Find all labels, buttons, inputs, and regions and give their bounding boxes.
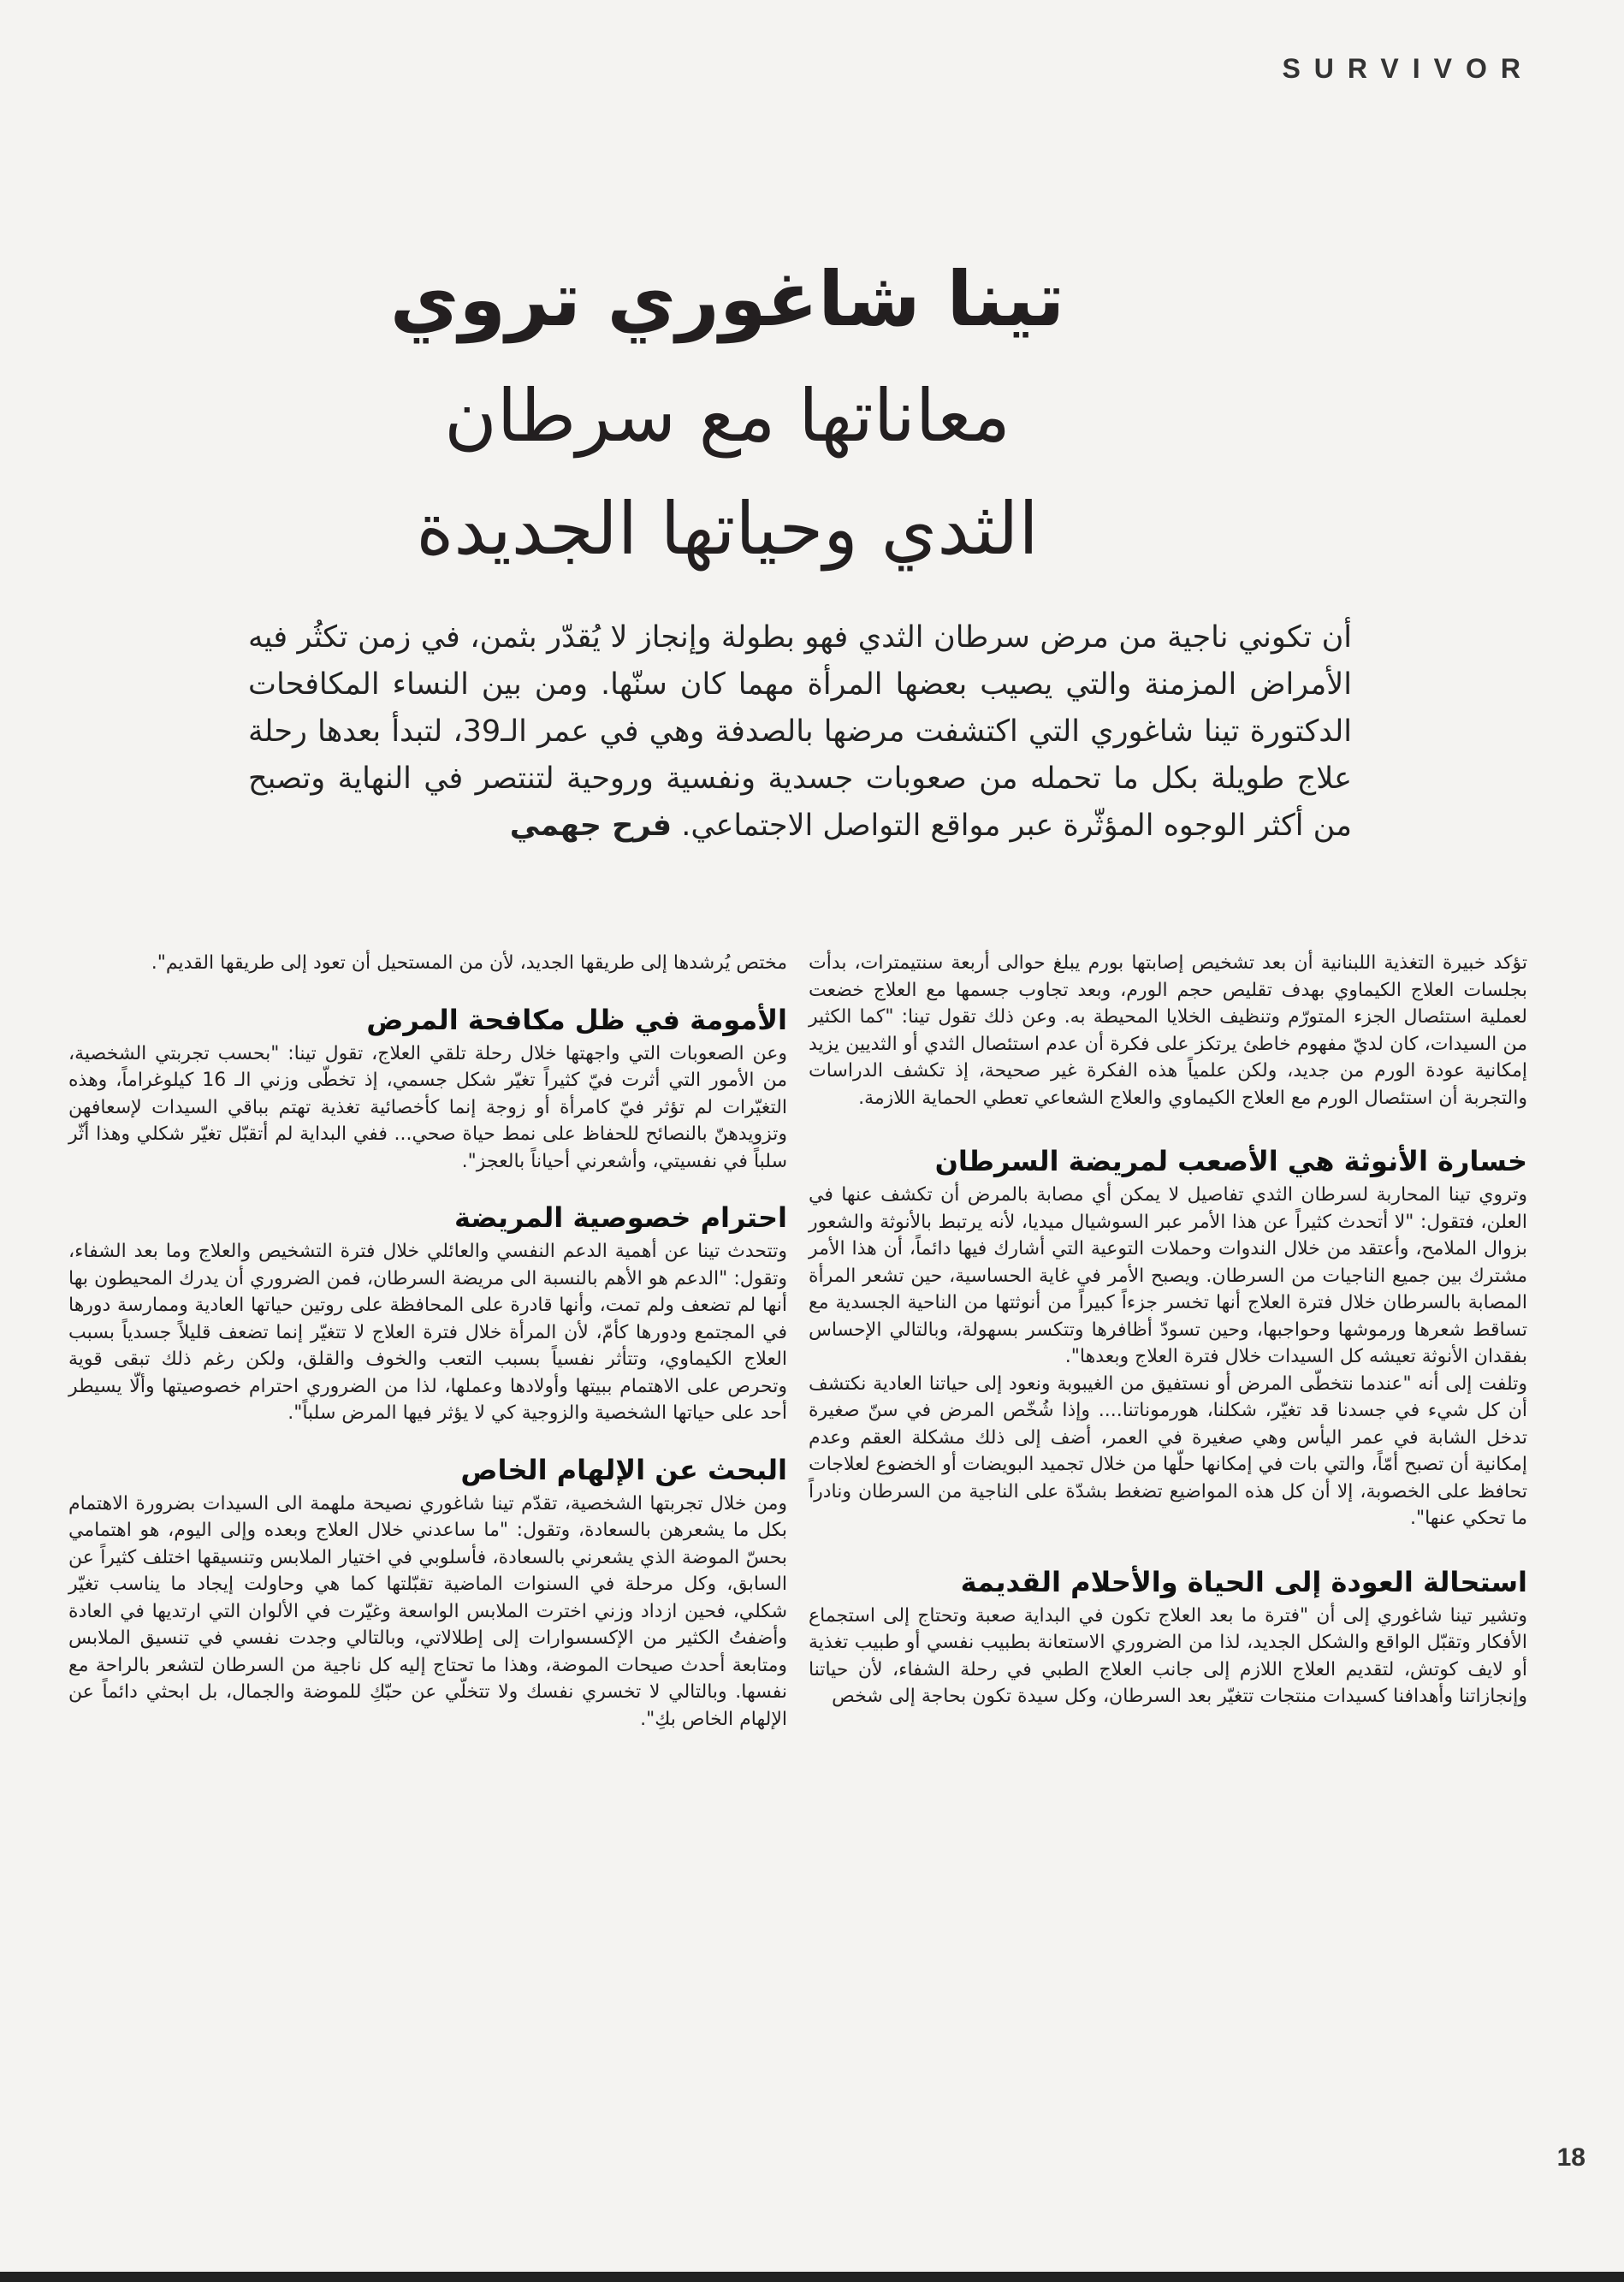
body-paragraph: وعن الصعوبات التي واجهتها خلال رحلة تلقي العلاج، تقول تينا: "بحسب تجربتي الشخصية، من الأمور التي أثرت فيّ كثيراً تغيّر شكل جسمي، إذ تخطّى وزني الـ 16 كيلوغراماً، وهذه التغيّرات لم تؤثر فيّ كامرأة أو زوجة إنما كأخصائية تغذية تهتم بباقي السيدات لإسعافهن وتزويدهنّ بالنصائح للحفاظ على نمط حياة صحي... ففي البداية لم أتقبّل تغيّر شكلي وهذا أثّر سلباً في نفسيتي، وأشعرني أحياناً بالعجز".: [68, 1042, 787, 1172]
body-paragraph: وتشير تينا شاغوري إلى أن "فترة ما بعد العلاج تكون في البداية صعبة وتحتاج إلى استجماع الأفكار وتقبّل الواقع والشكل الجديد، لذا من الضروري الاستعانة بطبيب نفسي أو طبيب تغذية أو لايف كوتش، لتقديم العلاج اللازم إلى جانب العلاج الطبي في رحلة الشفاء، لأن حياتنا وإنجازاتنا وأهدافنا كسيدات منتجات تتغيّر بعد السرطان، وكل سيدة تكون بحاجة إلى شخص: [809, 1604, 1527, 1707]
article-headline: [257, 240, 1198, 585]
section-label: SURVIVOR: [1282, 53, 1534, 84]
bottom-bar: [0, 2272, 1624, 2282]
body-paragraph: وتلفت إلى أنه "عندما نتخطّى المرض أو نستفيق من الغيبوبة ونعود إلى حياتنا العادية نكتشف أن كل شيء في جسدنا قد تغيّر، شكلنا، هورموناتنا.... وإذا شُخّص المرض في سنّ صغيرة تدخل الشابة في عمر اليأس وهي صغيرة في العمر، أضف إلى ذلك مشكلة العقم وعدم إمكانية أن تصبح أمّاً، والتي بات في إمكانها حلّها من خلال تجميد البويضات أو الخضوع لعلاجات تحافظ على الخصوبة، إلا أن كل هذه المواضيع تضغط بشدّة على الناجية من السرطان ونادراً ما تحكي عنها".: [809, 1372, 1527, 1529]
subheading: البحث عن الإلهام الخاص: [460, 1453, 787, 1486]
subheading: استحالة العودة إلى الحياة والأحلام القديمة: [960, 1565, 1527, 1598]
body-paragraph: تؤكد خبيرة التغذية اللبنانية أن بعد تشخيص إصابتها بورم يبلغ حوالى أربعة سنتيمترات، بدأت بجلسات العلاج الكيماوي بهدف تقليص حجم الورم، وبعد تجاوب جسمها مع العلاج خضعت لعملية استئصال الجزء المتورّم وتنظيف الخلايا المحيطة به. وعن ذلك تقول تينا: "كما الكثير من السيدات، كان لديّ مفهوم خاطئ يرتكز على فكرة أن عدم استئصال الثدي أو الثديين يزيد إمكانية عودة الورم من جديد، ولكن علمياً هذه الفكرة غير صحيحة، إذ تكشف الدراسات والتجربة أن استئصال الورم مع العلاج الكيماوي والعلاج الشعاعي تعطي الحماية اللازمة.: [809, 952, 1527, 1109]
subheading: خسارة الأنوثة هي الأصعب لمريضة السرطان: [934, 1145, 1527, 1177]
subheading: الأمومة في ظل مكافحة المرض: [366, 1003, 787, 1036]
intro-text: أن تكوني ناجية من مرض سرطان الثدي فهو بطولة وإنجاز لا يُقدّر بثمن، في زمن تكثُر فيه الأمراض المزمنة والتي يصيب بعضها المرأة مهما كان سنّها. ومن بين النساء المكافحات الدكتورة تينا شاغوري التي اكتشفت مرضها بالصدفة وهي في عمر الـ39، لتبدأ بعدها رحلة علاج طويلة بكل ما تحمله من صعوبات جسدية ونفسية وروحية لتنتصر في النهاية وتصبح من أكثر الوجوه المؤثّرة عبر مواقع التواصل الاجتماعي.: [248, 620, 1352, 843]
headline-line-2: معاناتها مع سرطان: [444, 374, 1011, 458]
body-paragraph: وتتحدث تينا عن أهمية الدعم النفسي والعائلي خلال فترة التشخيص والعلاج وما بعد الشفاء، وتقول: "الدعم هو الأهم بالنسبة الى مريضة السرطان، فمن الضروري أن يدرك المحيطون بها أنها لم تضعف ولم تمت، وأنها قادرة على المحافظة على روتين حياتها العادية وممارسة دورها في المجتمع ودورها كأمّ، لأن المرأة خلال فترة العلاج لا تتغيّر إنما تضعف قليلاً جسدياً بسبب العلاج الكيماوي، وتتأثر نفسياً بسبب التعب والخوف والقلق، ولكن رغم ذلك تبقى قوية وتحرص على الاهتمام ببيتها وأولادها وعملها، لذا من الضروري احترام خصوصيتها وألّا يسيطر أحد على حياتها الشخصية والزوجية كي لا يؤثر فيها المرض سلباً".: [68, 1241, 787, 1424]
body-paragraph: ومن خلال تجربتها الشخصية، تقدّم تينا شاغوري نصيحة ملهمة الى السيدات بضرورة الاهتمام بكل ما يشعرهن بالسعادة، وتقول: "ما ساعدني خلال العلاج وبعده وإلى اليوم، هو اهتمامي بحسّ الموضة الذي يشعرني بالسعادة، فأسلوبي في اختيار الملابس وتنسيقها اختلف كثيراً عن السابق، وكل مرحلة في السنوات الماضية تقبّلتها كما هي وحاولت إيجاد ما يناسب تغيّر شكلي، فحين ازداد وزني اخترت الملابس الواسعة وغيّرت في الألوان التي ارتديها في العادة وأضفتُ الكثير من الإكسسوارات إلى إطلالاتي، وبالتالي وجدت نفسي في تنسيق الملابس ومتابعة أحدث صيحات الموضة، وهذا ما تحتاج إليه كل ناجية من السرطان لتشعر بالراحة مع نفسها. وبالتالي لا تخسري نفسك ولا تتخلّي عن حبّكِ للموضة والجمال، بل ابحثي دائماً عن الإلهام الخاص بكِ".: [68, 1492, 787, 1730]
article-intro: [248, 614, 1352, 850]
body-paragraph: مختص يُرشدها إلى طريقها الجديد، لأن من المستحيل أن تعود إلى طريقها القديم".: [151, 952, 787, 974]
left-column: [68, 950, 787, 1733]
headline-line-1: تينا شاغوري تروي: [389, 255, 1065, 343]
page-number: 18: [1556, 2143, 1585, 2172]
author-name: فرح جهمي: [509, 809, 673, 843]
right-column: [809, 950, 1527, 1710]
subheading: احترام خصوصية المريضة: [453, 1201, 787, 1234]
body-paragraph: وتروي تينا المحاربة لسرطان الثدي تفاصيل لا يمكن أي مصابة بالمرض أن تكشف عنها في العلن، فتقول: "لا أتحدث كثيراً عن هذا الأمر عبر السوشيال ميديا، لأنه يرتبط بالأنوثة والشعور بزوال الملامح، وأعتقد من خلال الندوات وحملات التوعية التي أشارك فيها دائماً، أن هذا الأمر مشترك بين جميع الناجيات من السرطان. ويصبح الأمر في غاية الحساسية، حين تشعر المرأة المصابة بالسرطان خلال فترة العلاج أنها تخسر جزءاً كبيراً من أنوثتها من الناحية الجسدية مع تساقط شعرها ورموشها وحواجبها، وحين تسودّ أظافرها وتتكسر بسهولة، وبالتالي الإحساس بفقدان الأنوثة تعيشه كل السيدات خلال فترة العلاج وبعدها".: [809, 1184, 1527, 1367]
headline-line-3: الثدي وحياتها الجديدة: [416, 487, 1039, 571]
